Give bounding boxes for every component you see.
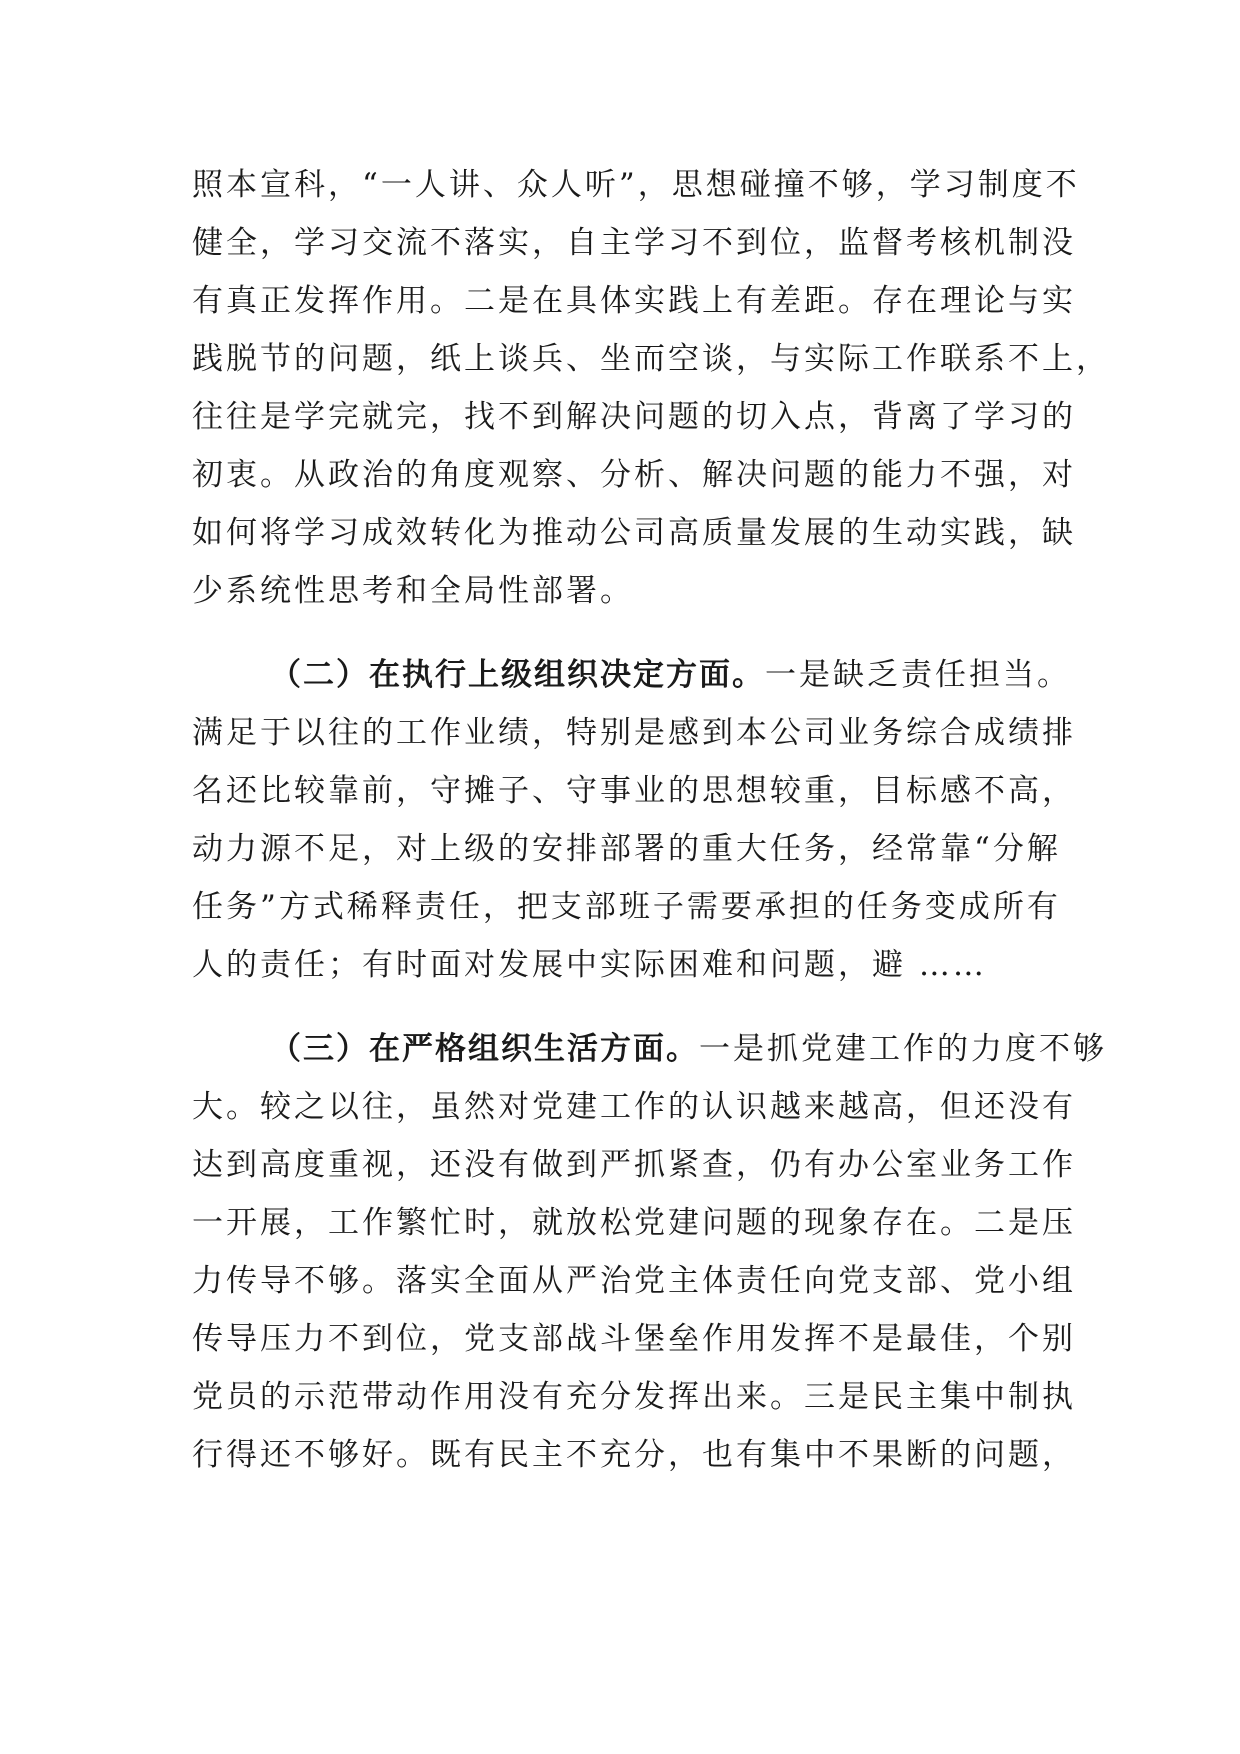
text-line: 践脱节的问题，纸上谈兵、坐而空谈，与实际工作联系不上，	[192, 341, 1110, 377]
text-line: 满足于以往的工作业绩，特别是感到本公司业务综合成绩排	[192, 715, 1076, 751]
text-line: 动力源不足，对上级的安排部署的重大任务，经常靠“分解	[192, 831, 1061, 867]
text-line: 名还比较靠前，守摊子、守事业的思想较重，目标感不高，	[192, 773, 1076, 809]
text-line: 达到高度重视，还没有做到严抓紧查，仍有办公室业务工作	[192, 1147, 1076, 1183]
text-line: 健全，学习交流不落实，自主学习不到位，监督考核机制没	[192, 225, 1076, 261]
paragraph-execution	[192, 646, 1076, 994]
text-line: 往往是学完就完，找不到解决问题的切入点，背离了学习的	[192, 399, 1076, 435]
section-heading-execution: （二）在执行上级组织决定方面。	[270, 657, 765, 693]
paragraph-first-line	[192, 1020, 1107, 1078]
paragraph-first-line	[192, 646, 1071, 704]
text-line: 有真正发挥作用。二是在具体实践上有差距。存在理论与实	[192, 283, 1076, 319]
text-line: 照本宣科，“一人讲、众人听”，思想碰撞不够，学习制度不	[192, 167, 1080, 203]
text-line: 一开展，工作繁忙时，就放松党建问题的现象存在。二是压	[192, 1205, 1076, 1241]
text-line: 如何将学习成效转化为推动公司高质量发展的生动实践，缺	[192, 515, 1076, 551]
paragraph-spacer	[192, 994, 1058, 1020]
text-run: 一是抓党建工作的力度不够	[699, 1031, 1107, 1067]
paragraph-organization-life	[192, 1020, 1107, 1484]
text-line: 党员的示范带动作用没有充分发挥出来。三是民主集中制执	[192, 1379, 1076, 1415]
text-line: 大。较之以往，虽然对党建工作的认识越来越高，但还没有	[192, 1089, 1076, 1125]
text-line: 少系统性思考和全局性部署。	[192, 573, 634, 609]
text-line: 初衷。从政治的角度观察、分析、解决问题的能力不强，对	[192, 457, 1076, 493]
document-body	[192, 156, 1110, 1484]
text-line: 力传导不够。落实全面从严治党主体责任向党支部、党小组	[192, 1263, 1076, 1299]
text-line: 行得还不够好。既有民主不充分，也有集中不果断的问题，	[192, 1437, 1076, 1473]
paragraph-spacer	[192, 620, 1058, 646]
text-line: 传导压力不到位，党支部战斗堡垒作用发挥不是最佳，个别	[192, 1321, 1076, 1357]
text-run: 一是缺乏责任担当。	[765, 657, 1071, 693]
paragraph-study	[192, 156, 1110, 620]
section-heading-organization-life: （三）在严格组织生活方面。	[270, 1031, 699, 1067]
text-line: 任务”方式稀释责任，把支部班子需要承担的任务变成所有	[192, 889, 1061, 925]
text-line: 人的责任；有时面对发展中实际困难和问题，避 ……	[192, 947, 987, 983]
